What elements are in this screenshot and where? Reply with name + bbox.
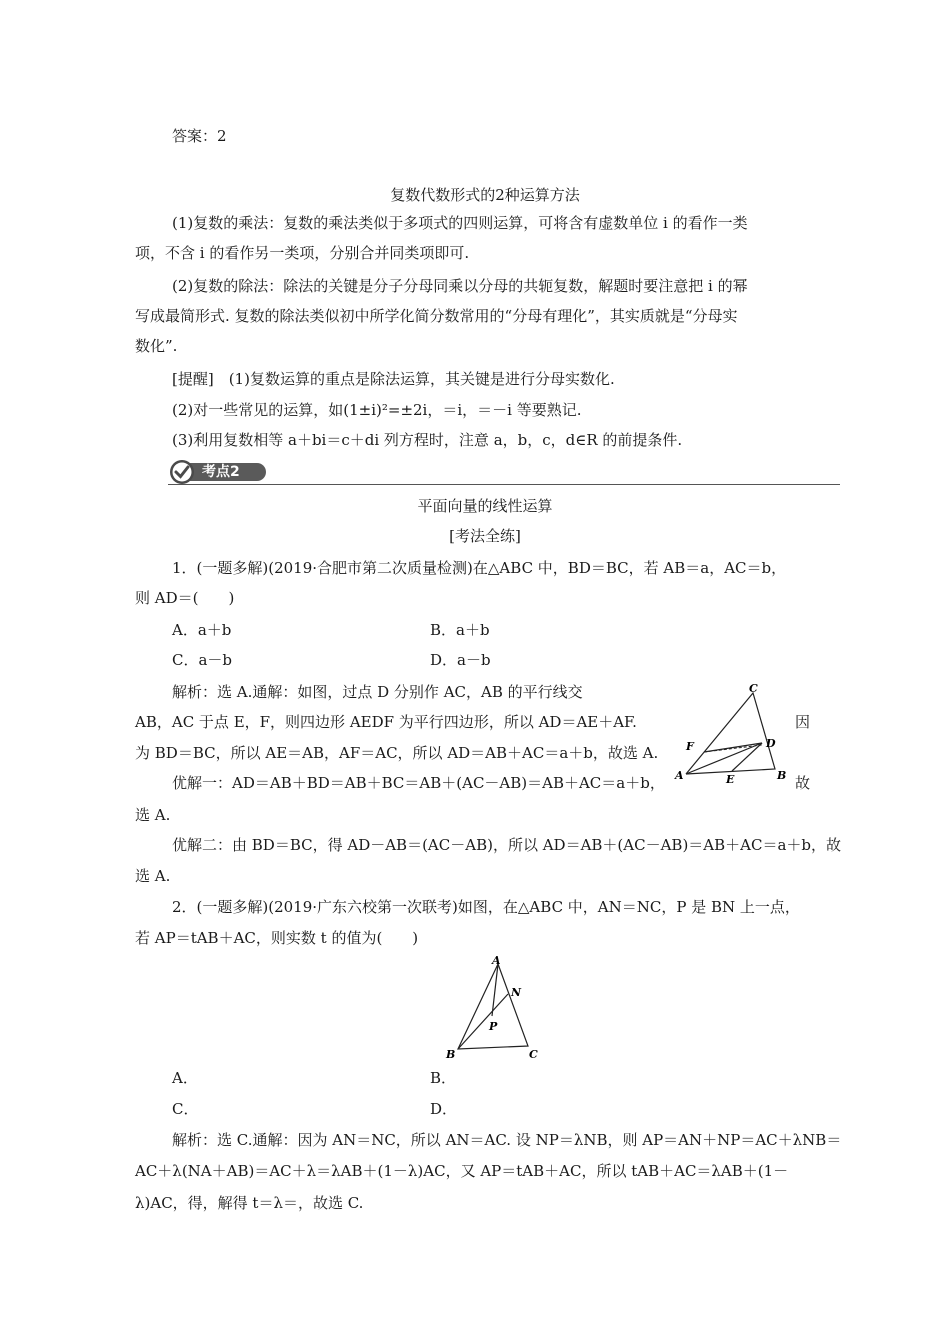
fig2-label-a: A [492, 954, 501, 967]
section-rule [168, 484, 840, 485]
sol1-line7: 选 A. [135, 867, 171, 885]
q2-line2: 若 AP＝tAB＋AC，则实数 t 的值为( ) [135, 929, 419, 947]
sol1-line5: 选 A. [135, 806, 171, 824]
fig1-label-b: B [777, 769, 787, 782]
fig2-label-b: B [446, 1048, 456, 1061]
sol1-line2-tail: 因 [795, 713, 811, 731]
sol2-line1: 解析：选 C.通解：因为 AN＝NC，所以 AN＝AC. 设 NP＝λNB，则 AP＝AN＋NP＝AC＋λNB＝ [172, 1131, 842, 1149]
fig2-label-c: C [529, 1048, 538, 1061]
q2-line1: 2．(一题多解)(2019·广东六校第一次联考)如图，在△ABC 中，AN＝NC，P 是 BN 上一点， [172, 898, 800, 916]
section1-p1-line2: 项，不含 i 的看作另一类项，分别合并同类项即可. [135, 244, 470, 262]
figure-triangle-bn [440, 954, 550, 1064]
section1-p2-line1: (2)复数的除法：除法的关键是分子分母同乘以分母的共轭复数，解题时要注意把 i 的幂 [172, 277, 748, 295]
figure-parallelogram [660, 683, 810, 783]
q1-line1: 1．(一题多解)(2019·合肥市第二次质量检测)在△ABC 中，BD＝BC，若 AB＝a，AC＝b， [172, 559, 787, 577]
sol1-line3: 为 BD＝BC，所以 AE＝AB，AF＝AC，所以 AD＝AB＋AC＝a＋b，故选 A. [135, 744, 659, 762]
tip-line2: (2)对一些常见的运算，如(1±i)²=±2i，＝i，＝－i 等要熟记. [172, 401, 582, 419]
kaodian-badge [168, 460, 268, 484]
q2-option-c: C． [172, 1100, 199, 1118]
badge-label: 考点2 [202, 464, 240, 480]
section1-p2-line3: 数化”. [135, 337, 178, 355]
section2-subtitle: [考法全练] [449, 527, 521, 545]
answer-line: 答案：2 [172, 127, 227, 145]
sol2-line2: AC＋λ(NA＋AB)＝AC＋λ＝λAB＋(1－λ)AC，又 AP＝tAB＋AC，所以 tAB＋AC＝λAB＋(1－ [135, 1162, 789, 1180]
sol2-line3: λ)AC，得，解得 t＝λ＝，故选 C. [135, 1194, 364, 1212]
section1-title: 复数代数形式的2种运算方法 [390, 186, 580, 204]
q2-option-d: D． [430, 1100, 458, 1118]
tip-line1: [提醒] (1)复数运算的重点是除法运算，其关键是进行分母实数化. [172, 370, 615, 388]
q2-option-a: A． [172, 1069, 198, 1087]
sol1-line4: 优解一：AD＝AB＋BD＝AB＋BC＝AB＋(AC－AB)＝AB＋AC＝a＋b， [172, 774, 665, 792]
sol1-line2: AB，AC 于点 E，F，则四边形 AEDF 为平行四边形，所以 AD＝AE＋AF. [135, 713, 637, 731]
fig1-label-c: C [749, 683, 758, 695]
q1-option-a: A．a＋b [172, 621, 232, 639]
fig2-label-n: N [511, 986, 522, 999]
fig2-label-p: P [489, 1020, 498, 1033]
q1-option-d: D．a－b [430, 651, 491, 669]
fig2-segment-bn [458, 994, 508, 1049]
q2-option-b: B． [430, 1069, 457, 1087]
sol1-line1: 解析：选 A.通解：如图，过点 D 分别作 AC，AB 的平行线交 [172, 683, 583, 701]
q1-option-b: B．a＋b [430, 621, 490, 639]
fig1-segment-ad [686, 743, 762, 774]
fig1-label-f: F [686, 740, 694, 753]
tip-line3: (3)利用复数相等 a＋bi＝c＋di 列方程时，注意 a，b，c，d∈R 的前提条件. [172, 431, 683, 449]
fig1-label-d: D [766, 737, 776, 750]
fig1-label-a: A [675, 769, 684, 782]
sol1-line4-tail: 故 [795, 774, 811, 792]
fig1-triangle [686, 693, 775, 774]
section1-p2-line2: 写成最简形式. 复数的除法类似初中所学化简分数常用的“分母有理化”，其实质就是“分母实 [135, 307, 738, 325]
section2-title: 平面向量的线性运算 [417, 497, 553, 515]
fig1-label-e: E [726, 773, 735, 783]
sol1-line6: 优解二：由 BD＝BC，得 AD－AB＝(AC－AB)，所以 AD＝AB＋(AC－AB)＝AB＋AC＝a＋b，故 [172, 836, 842, 854]
section1-p1-line1: (1)复数的乘法：复数的乘法类似于多项式的四则运算，可将含有虚数单位 i 的看作一类 [172, 214, 748, 232]
q1-line2: 则 AD＝( ) [135, 589, 235, 607]
q1-option-c: C．a－b [172, 651, 233, 669]
